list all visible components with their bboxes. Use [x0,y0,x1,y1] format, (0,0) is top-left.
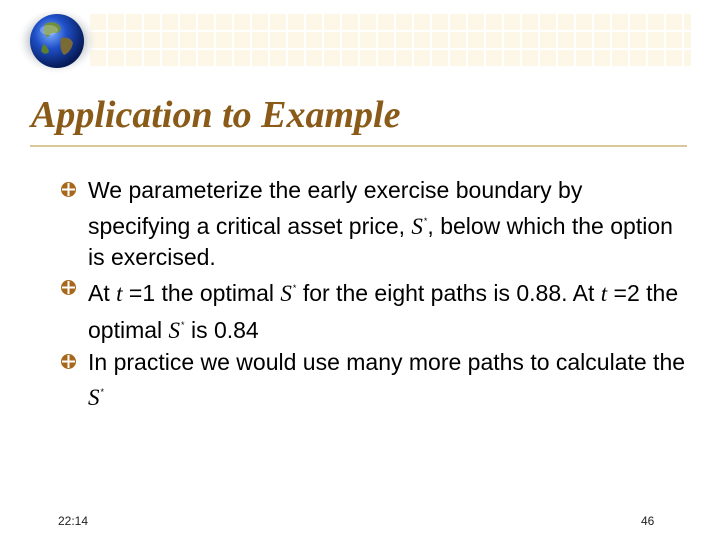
bullet-icon [60,279,77,296]
superscript-star: * [181,319,185,330]
variable-s: S [411,213,423,239]
bullet-icon [60,181,77,198]
decorative-grid [88,12,691,66]
superscript-star: * [100,387,105,397]
bullet-text: In practice we would use many more paths to calculate the [88,348,686,375]
variable-t: t [116,281,123,306]
bullet-item [58,273,688,346]
superscript-star: * [292,283,297,293]
variable-s: S [168,317,181,343]
variable-t: t [600,281,608,306]
globe-icon [15,6,99,76]
variable-s: S [280,281,292,306]
bullet-text: for the eight paths is 0.88. At [296,280,601,306]
bullet-text: =2 the optimal [88,280,679,343]
page-number: 46 [641,514,655,528]
title-underline [30,145,687,147]
slide-title: Application to Example [31,94,401,136]
bullet-text: , below which the option is exercised. [88,212,673,270]
bullet-item [58,175,688,273]
superscript-star: * [423,215,428,226]
bullet-text: At [88,280,117,306]
bullet-list [58,175,688,414]
bullet-item [58,347,688,414]
bullet-icon [60,353,77,370]
bullet-text: We parameterize the early exercise boundary by specifying a critical asset price, [88,177,583,239]
footer-time: 22:14 [58,514,89,528]
bullet-text: is 0.84 [184,316,259,343]
variable-s: S [88,385,100,410]
bullet-text: =1 the optimal [122,280,281,306]
